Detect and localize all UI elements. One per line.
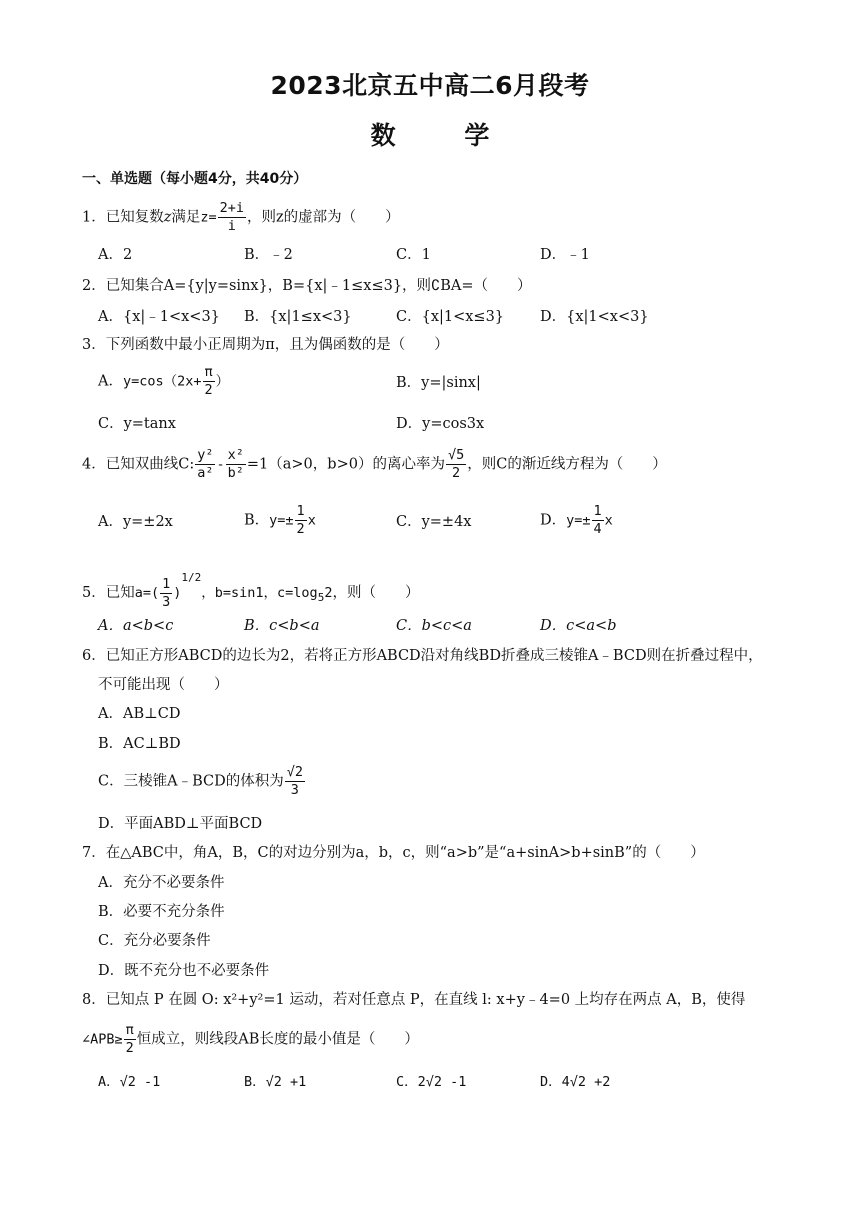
- q3-opt-a-den: 2: [204, 382, 213, 398]
- q5-log-arg: 2: [324, 585, 333, 601]
- question-8-line-1: 8．已知点 P 在圆 O: x²+y²=1 运动，若对任意点 P，在直线 l: x+y﹣4=0 上均存在两点 A，B，使得: [82, 992, 746, 1008]
- q4-e-den: 2: [452, 465, 461, 481]
- q8-option-c: C．2√2 -1: [396, 1074, 467, 1090]
- q2-option-c: C．{x|1<x≤3}: [396, 309, 505, 325]
- q7-option-a: A．充分不必要条件: [98, 875, 225, 891]
- q6-opt-c-fraction: [285, 764, 305, 799]
- q6-option-c: [98, 764, 306, 799]
- q1-prefix: 1．已知复数: [82, 209, 164, 226]
- q4-opt-b-fraction: [295, 503, 307, 538]
- q4-opt-b-num: 1: [296, 503, 305, 519]
- q5-log-base: 5: [317, 590, 325, 604]
- q4-option-d: [540, 503, 613, 538]
- q5-a-fraction: [160, 576, 172, 611]
- q6-option-d: D．平面ABD⊥平面BCD: [98, 816, 263, 832]
- q4-f1-num: y²: [197, 447, 214, 463]
- q7-option-d: D．既不充分也不必要条件: [98, 963, 270, 979]
- q2-option-b: B．{x|1≤x<3}: [244, 309, 352, 325]
- question-3: 3．下列函数中最小正周期为π，且为偶函数的是（ ）: [82, 337, 449, 353]
- q3-option-a: [98, 364, 229, 399]
- q8-option-b: B．√2 +1: [244, 1074, 307, 1090]
- q3-opt-a-fraction: [203, 364, 215, 399]
- q7-option-b: B．必要不充分条件: [98, 904, 225, 920]
- q4-option-a: A．y=±2x: [98, 514, 173, 530]
- q8-angle: ∠APB≥: [82, 1031, 123, 1048]
- q5-a-den: 3: [162, 593, 171, 610]
- q8-angle-num: π: [125, 1022, 134, 1038]
- q4-minus: -: [216, 456, 225, 473]
- q1-mid: 满足: [171, 209, 201, 226]
- q8-line-2-rest: 恒成立，则线段AB长度的最小值是（ ）: [136, 1031, 419, 1048]
- q1-frac-num: 2+i: [219, 200, 245, 216]
- q1-var: z: [163, 209, 172, 226]
- q1-fraction: [218, 200, 246, 235]
- q8-option-a: A．√2 -1: [98, 1074, 161, 1090]
- q4-fraction-y: [195, 447, 215, 482]
- q5-a-close: ): [173, 585, 182, 601]
- q4-option-b: [244, 503, 316, 538]
- q5-a-lhs: a=(: [134, 585, 160, 601]
- q4-opt-d-num: 1: [593, 503, 602, 519]
- q4-opt-b-var: x: [307, 512, 316, 529]
- q1-option-c: C．1: [396, 247, 431, 263]
- q1-suffix: ，则z的虚部为（ ）: [247, 209, 400, 226]
- q6-opt-c-num: √2: [286, 764, 303, 780]
- q4-f1-den: a²: [197, 465, 214, 481]
- q6-option-a: A．AB⊥CD: [98, 706, 181, 722]
- q4-option-c: C．y=±4x: [396, 514, 472, 530]
- question-8-line-2: [82, 1022, 419, 1057]
- q4-f2-num: x²: [227, 447, 244, 463]
- q5-rest: ，b=sin1，c=log: [201, 585, 318, 601]
- q3-opt-a-prefix: A．: [98, 373, 123, 390]
- q4-opt-b-prefix: B．: [244, 512, 270, 529]
- q8-angle-fraction: [124, 1022, 136, 1057]
- question-6-line-2: 不可能出现（ ）: [98, 677, 229, 693]
- q8-option-d: D．4√2 +2: [540, 1074, 611, 1090]
- q3-opt-a-expr: y=cos（2x+: [122, 373, 202, 390]
- q4-fraction-x: [226, 447, 246, 482]
- question-5: [82, 568, 419, 611]
- q6-opt-c-den: 3: [290, 782, 299, 798]
- q5-a-exponent: 1/2: [181, 571, 202, 584]
- q3-opt-a-close: ）: [215, 373, 230, 390]
- q1-eq-lhs: z=: [200, 209, 217, 226]
- q4-opt-d-var: x: [604, 512, 613, 529]
- q1-option-a: A．2: [98, 247, 133, 263]
- question-2: 2．已知集合A={y|y=sinx}，B={x|﹣1≤x≤3}，则∁BA=（ ）: [82, 278, 532, 294]
- q6-opt-c-prefix: C．三棱锥A﹣BCD的体积为: [98, 773, 284, 790]
- q4-mid: =1（a>0，b>0）的离心率为: [246, 456, 445, 473]
- q3-option-d: D．y=cos3x: [396, 416, 485, 432]
- q4-opt-d-prefix: D．: [540, 512, 567, 529]
- q4-prefix: 4．已知双曲线C:: [82, 456, 195, 473]
- q4-opt-b-den: 2: [296, 521, 305, 537]
- q5-option-b: B．c<b<a: [244, 618, 320, 634]
- q5-option-c: C．b<c<a: [396, 618, 472, 634]
- q4-opt-d-fraction: [592, 503, 604, 538]
- q5-suffix: ，则（ ）: [332, 585, 420, 601]
- q4-eccentricity: [446, 447, 466, 482]
- q4-e-num: √5: [447, 447, 465, 463]
- section-heading: 一、单选题（每小题4分，共40分）: [82, 171, 308, 187]
- q4-opt-b-lhs: y=±: [269, 512, 294, 529]
- q2-option-d: D．{x|1<x<3}: [540, 309, 649, 325]
- question-1: [82, 200, 400, 235]
- q4-f2-den: b²: [227, 465, 244, 481]
- q3-opt-a-num: π: [204, 364, 213, 380]
- q7-option-c: C．充分必要条件: [98, 933, 211, 949]
- exam-title: 2023北京五中高二6月段考: [270, 71, 590, 100]
- q5-option-d: D．c<a<b: [540, 618, 617, 634]
- question-4: [82, 447, 667, 482]
- q6-option-b: B．AC⊥BD: [98, 736, 181, 752]
- question-6-line-1: 6．已知正方形ABCD的边长为2，若将正方形ABCD沿对角线BD折叠成三棱锥A﹣BCD则在折叠过程中，: [82, 648, 763, 664]
- subject-heading: 数 学: [370, 121, 520, 150]
- q5-option-a: A．a<b<c: [98, 618, 174, 634]
- q5-prefix: 5．已知: [82, 585, 135, 601]
- q3-option-c: C．y=tanx: [98, 416, 176, 432]
- q1-frac-den: i: [227, 218, 236, 234]
- q3-option-b: B．y=|sinx|: [396, 375, 481, 391]
- question-7: 7．在△ABC中，角A，B，C的对边分别为a，b，c，则“a>b”是“a+sinA>b+sinB”的（ ）: [82, 845, 705, 861]
- q1-option-b: B．﹣2: [244, 247, 293, 263]
- q4-opt-d-lhs: y=±: [566, 512, 591, 529]
- q8-angle-den: 2: [125, 1040, 134, 1056]
- q4-suffix: ，则C的渐近线方程为（ ）: [467, 456, 667, 473]
- q2-option-a: A．{x|﹣1<x<3}: [98, 309, 220, 325]
- q5-a-num: 1: [162, 575, 171, 592]
- q1-option-d: D．﹣1: [540, 247, 590, 263]
- q4-opt-d-den: 4: [593, 521, 602, 537]
